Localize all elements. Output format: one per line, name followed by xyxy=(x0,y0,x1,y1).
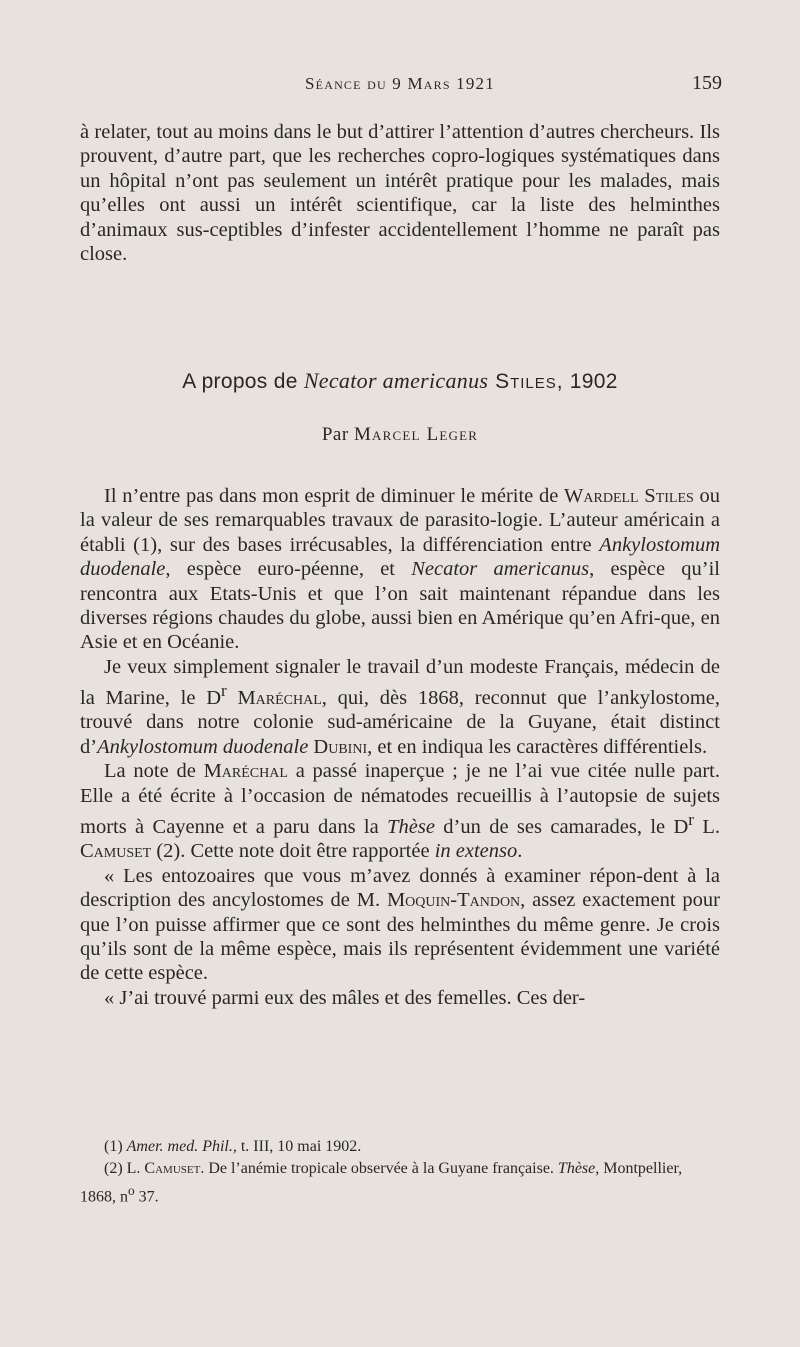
paragraph-4 xyxy=(80,864,720,986)
running-head xyxy=(80,74,720,100)
text-run: 37. xyxy=(134,1188,159,1206)
author-name: Wardell Stiles xyxy=(564,485,694,507)
text-run: , espèce euro-péenne, et xyxy=(165,558,412,581)
author-name: L. Camuset xyxy=(126,1160,201,1177)
author-name: Dubini xyxy=(308,735,368,758)
author-name: Maréchal xyxy=(226,687,322,710)
text-run: ou la valeur de ses remarquables travaux de parasito-logie. L’auteur américain a établi (1), sur des bases irrécusables, la différenciation entre xyxy=(80,485,721,556)
superscript: o xyxy=(128,1183,135,1198)
italic-term: Thèse xyxy=(387,815,435,838)
byline xyxy=(80,424,720,446)
title-author: Stiles, xyxy=(488,370,564,393)
footnote-2 xyxy=(80,1158,720,1208)
article-title xyxy=(80,368,720,394)
title-year: 1902 xyxy=(563,370,618,393)
italic-term: in extenso xyxy=(434,840,518,863)
text-run: , qui, dès 1868, reconnut que l’ankylostome, trouvé dans notre colonie sud-américaine de la Guyane, était distinct d’ xyxy=(80,687,720,758)
citation-title: Amer. med. Phil. xyxy=(126,1138,233,1155)
text-run: « J’ai trouvé parmi eux des mâles et des femelles. Ces der- xyxy=(104,986,586,1009)
text-run: a passé inaperçue ; je ne l’ai vue citée nulle part. Elle a été écrite à l’occasion de nématodes recueillis à l’autopsie de sujets morts à Cayenne et a paru dans la xyxy=(80,760,720,838)
author-name: L. Camuset xyxy=(80,815,720,863)
paragraph-5 xyxy=(80,986,720,1010)
text-run: , t. III, 10 mai 1902. xyxy=(232,1138,362,1155)
running-head-title: Séance du 9 Mars 1921 xyxy=(305,74,495,93)
footnote-number: (1) xyxy=(104,1138,127,1155)
species-name: Necator americanus xyxy=(411,558,590,581)
superscript: r xyxy=(221,681,227,701)
article-body xyxy=(80,484,720,1010)
footnote-1 xyxy=(80,1136,720,1158)
byline-prefix: Par xyxy=(321,424,354,445)
text-run: . xyxy=(517,840,523,863)
author-name: Moquin-Tandon xyxy=(386,889,521,912)
footnote-number: (2) xyxy=(104,1160,127,1177)
footnotes xyxy=(80,1136,720,1208)
text-run: , et en indiqua les caractères différentiels. xyxy=(367,735,708,758)
text-run: , Montpellier, 1868, n xyxy=(80,1160,683,1206)
title-species: Necator americanus xyxy=(303,368,489,393)
text-run: , espèce qu’il rencontra aux Etats-Unis et que l’on sait maintenant répandue dans les diverses régions chaudes du globe, aussi bien en Amérique qu’en Afri-que, en Asie et en Océanie. xyxy=(80,558,720,654)
text-run: Je veux simplement signaler le travail d’un modeste Français, médecin de la Marine, le D xyxy=(80,655,720,710)
text-run: Il n’entre pas dans mon esprit de diminuer le mérite de xyxy=(104,485,565,507)
paragraph-1 xyxy=(80,484,720,655)
text-run: . De l’anémie tropicale observée à la Guyane française. xyxy=(200,1160,558,1177)
italic-term: Thèse xyxy=(557,1160,596,1177)
paragraph-3 xyxy=(80,759,720,863)
species-name: Ankylostomum duodenale xyxy=(97,735,309,758)
text-run: , assez exactement pour que l’on puisse affirmer que ce sont des helminthes du même genre. Je crois qu’ils sont de la même espèce, mais ils représentent évidemment une variété de cette espèce. xyxy=(80,889,720,985)
page-number: 159 xyxy=(692,72,722,94)
byline-author: Marcel Leger xyxy=(353,424,479,445)
species-name: Ankylostomum duodenale xyxy=(80,533,720,581)
text-run: « Les entozoaires que vous m’avez donnés à examiner répon-dent à la description des ancylostomes de M. xyxy=(80,864,720,912)
paragraph-2 xyxy=(80,655,720,759)
superscript: r xyxy=(688,810,694,830)
text-run: d’un de ses camarades, le D xyxy=(434,815,689,838)
intro-paragraph: à relater, tout au moins dans le but d’attirer l’attention d’autres chercheurs. Ils prouvent, d’autre part, que les recherches copro-logiques systématiques dans un hôpital n’ont pas seulement un intérêt pratique pour les malades, mais qu’elles ont aussi un intérêt scientifique, car la liste des helminthes d’animaux sus-ceptibles d’infester accidentellement l’homme ne paraît pas close. xyxy=(80,121,720,266)
text-run: La note de xyxy=(104,760,204,783)
title-prefix: A propos de xyxy=(182,370,304,393)
text-run: (2). Cette note doit être rapportée xyxy=(151,840,435,863)
author-name: Maréchal xyxy=(203,760,288,783)
